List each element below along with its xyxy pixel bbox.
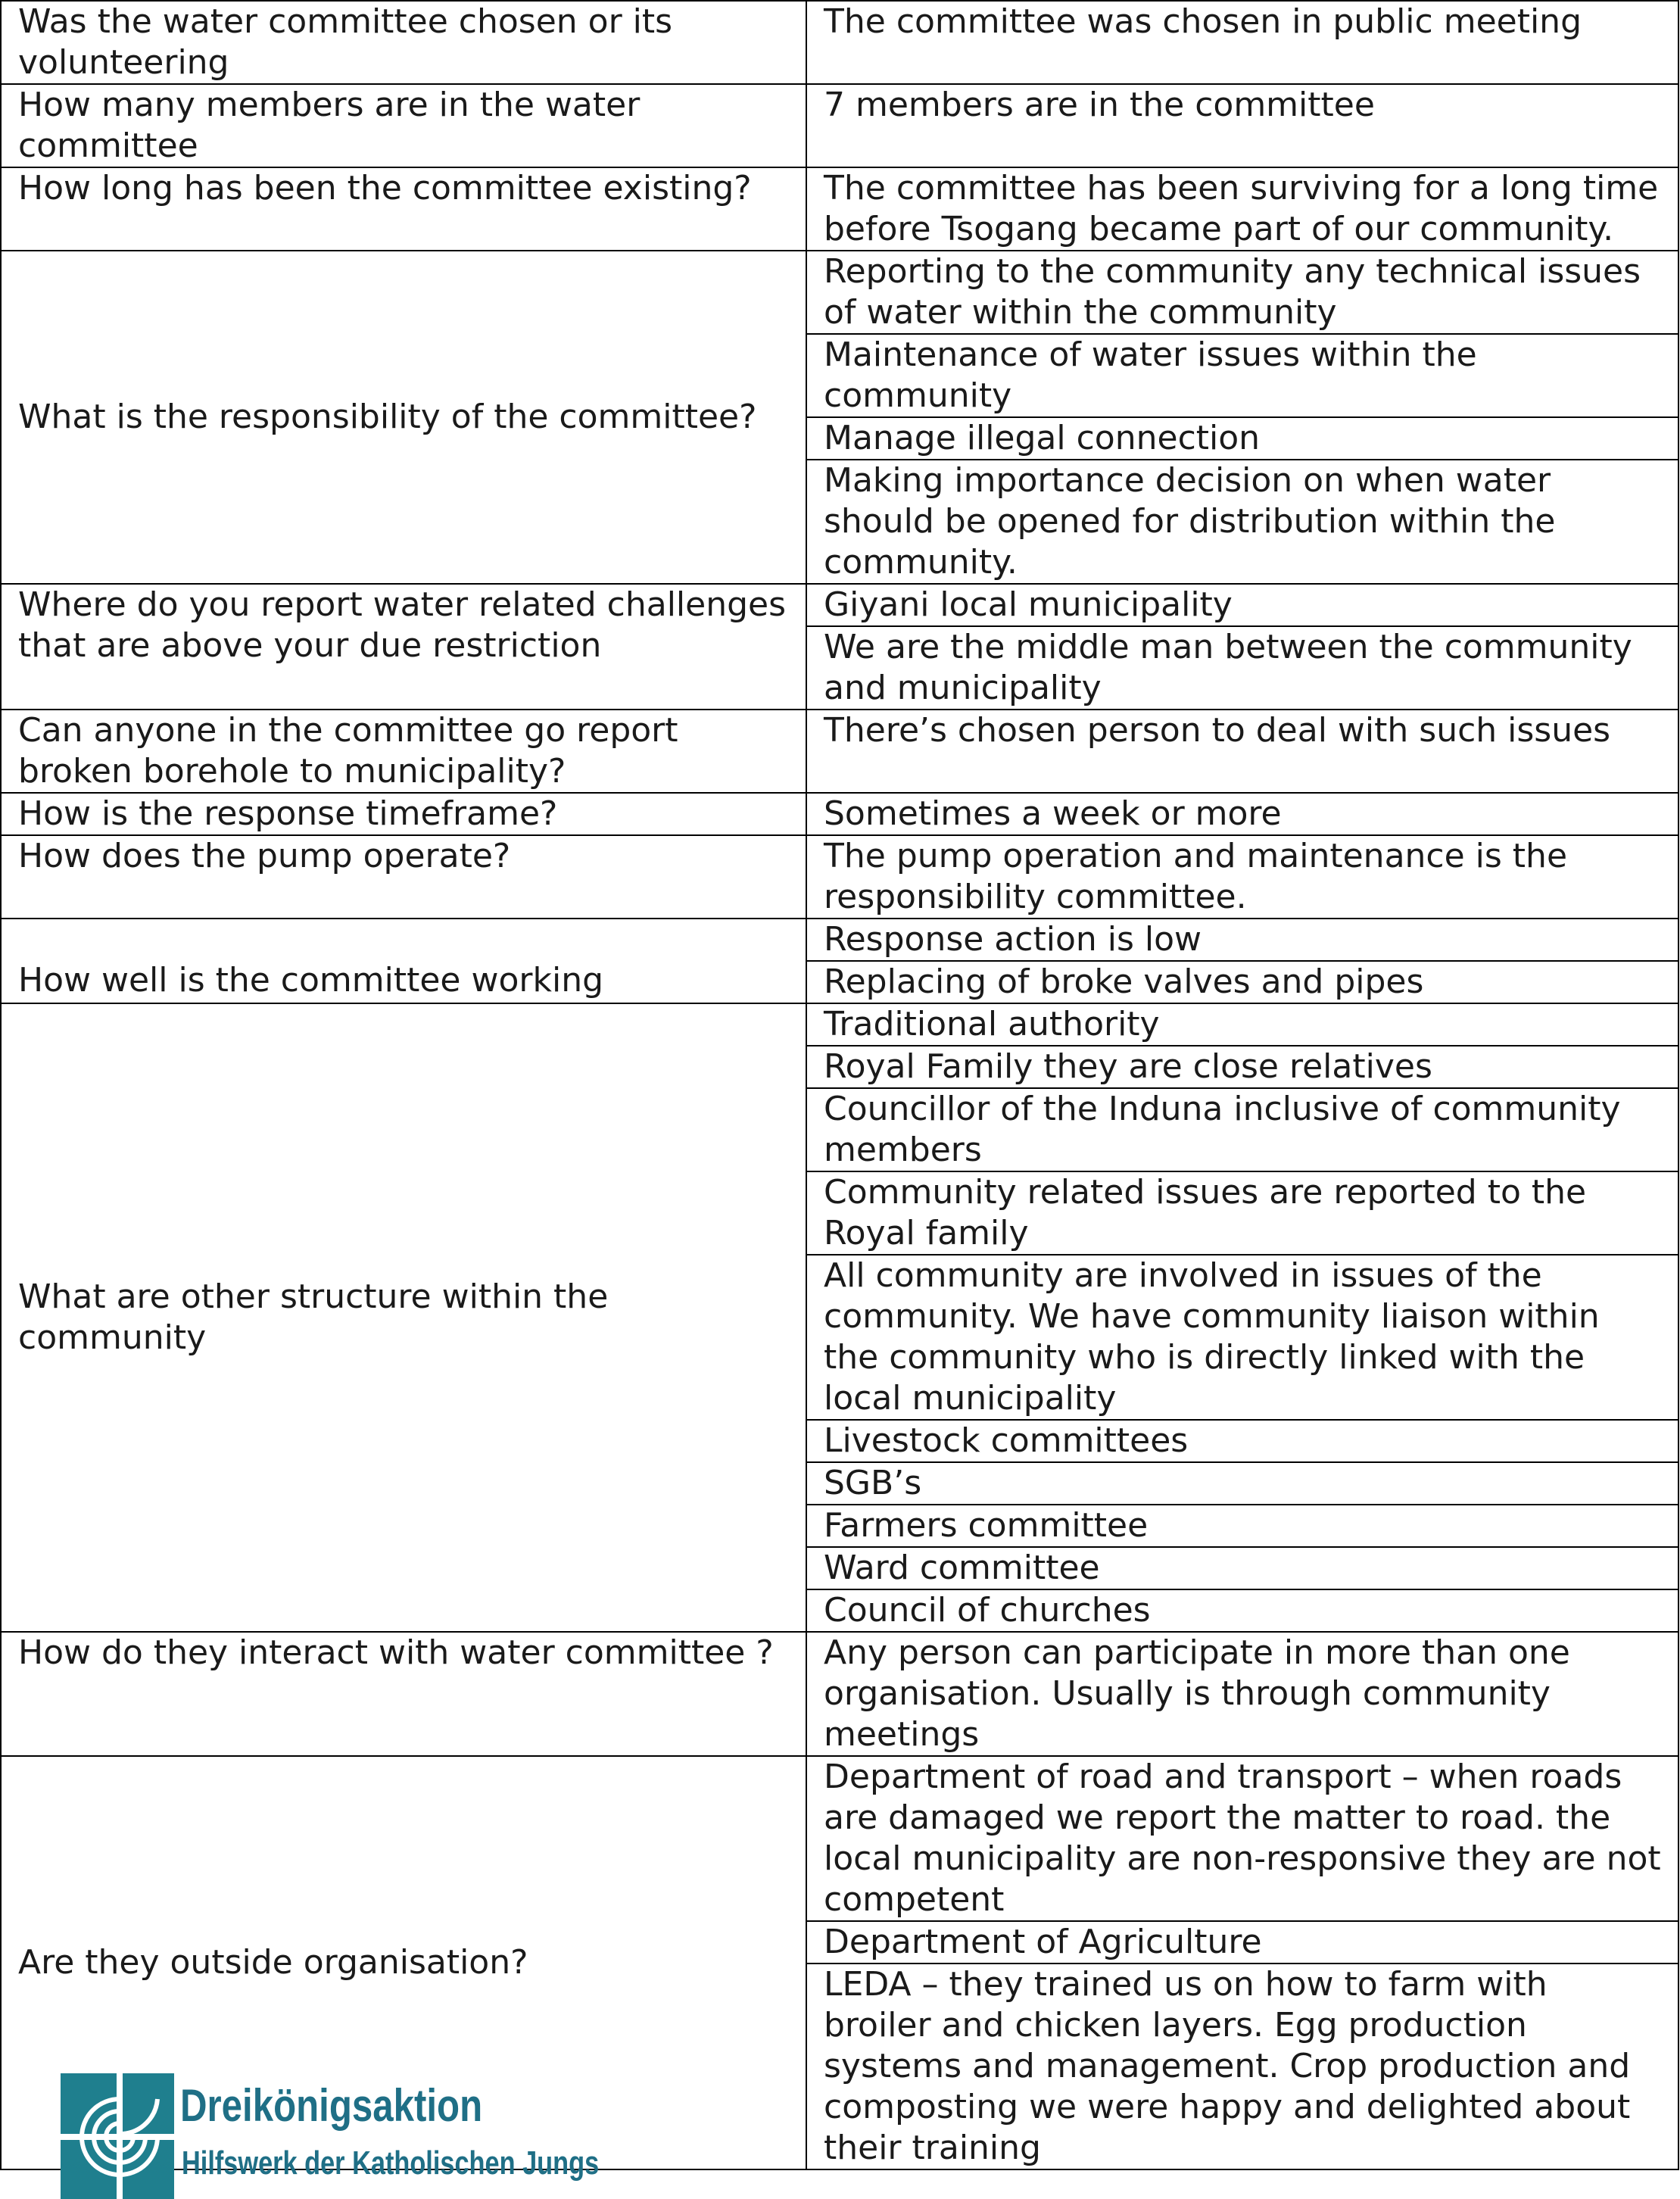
- answer-cell: Maintenance of water issues within the community: [806, 334, 1678, 417]
- answer-cell: Department of road and transport – when roads are damaged we report the matter to road. the local municipality are non-responsive they are not competent: [806, 1756, 1678, 1921]
- question-cell: What is the responsibility of the committee?: [1, 251, 806, 584]
- question-cell: Are they outside organisation?: [1, 1756, 806, 2169]
- table-row: [1, 1756, 1678, 1921]
- answer-cell: Ward committee: [806, 1547, 1678, 1589]
- table-row: [1, 919, 1678, 961]
- answer-cell: Reporting to the community any technical issues of water within the community: [806, 251, 1678, 334]
- table-row: [1, 251, 1678, 334]
- answer-cell: Giyani local municipality: [806, 584, 1678, 626]
- answer-cell: Replacing of broke valves and pipes: [806, 961, 1678, 1003]
- logo-subtitle: Hilfswerk der Katholischen Jungs: [182, 2144, 600, 2182]
- answer-cell: Manage illegal connection: [806, 417, 1678, 460]
- answer-cell: 7 members are in the committee: [806, 84, 1678, 167]
- answer-cell: The committee has been surviving for a long time before Tsogang became part of our community.: [806, 167, 1678, 251]
- answer-cell: Livestock committees: [806, 1420, 1678, 1462]
- answer-cell: Farmers committee: [806, 1505, 1678, 1547]
- question-cell: How does the pump operate?: [1, 835, 806, 919]
- table-row: [1, 710, 1678, 793]
- answer-cell: Any person can participate in more than one organisation. Usually is through community meetings: [806, 1632, 1678, 1756]
- table-row: [1, 167, 1678, 251]
- question-cell: How is the response timeframe?: [1, 793, 806, 835]
- crosshair-logo-icon: [61, 2073, 174, 2199]
- logo-brand-name: Dreikönigsaktion: [180, 2080, 483, 2131]
- answer-cell: We are the middle man between the community and municipality: [806, 626, 1678, 710]
- question-cell: How do they interact with water committee ?: [1, 1632, 806, 1756]
- question-cell: How many members are in the water committee: [1, 84, 806, 167]
- question-cell: Can anyone in the committee go report broken borehole to municipality?: [1, 710, 806, 793]
- table-row: [1, 1, 1678, 84]
- question-cell: How well is the committee working: [1, 919, 806, 1003]
- table-row: [1, 1003, 1678, 1046]
- table-row: [1, 793, 1678, 835]
- answer-cell: Councillor of the Induna inclusive of community members: [806, 1088, 1678, 1171]
- question-cell: What are other structure within the community: [1, 1003, 806, 1632]
- answer-cell: SGB’s: [806, 1462, 1678, 1505]
- answer-cell: Council of churches: [806, 1589, 1678, 1632]
- table-row: [1, 835, 1678, 919]
- answer-cell: The committee was chosen in public meeting: [806, 1, 1678, 84]
- table-row: [1, 584, 1678, 626]
- answer-cell: Making importance decision on when water should be opened for distribution within the community.: [806, 460, 1678, 584]
- answer-cell: Sometimes a week or more: [806, 793, 1678, 835]
- question-cell: How long has been the committee existing?: [1, 167, 806, 251]
- answer-cell: Department of Agriculture: [806, 1921, 1678, 1964]
- answer-cell: Response action is low: [806, 919, 1678, 961]
- table-row: [1, 84, 1678, 167]
- answer-cell: The pump operation and maintenance is the responsibility committee.: [806, 835, 1678, 919]
- question-cell: Was the water committee chosen or its volunteering: [1, 1, 806, 84]
- answer-cell: There’s chosen person to deal with such issues: [806, 710, 1678, 793]
- answer-cell: LEDA – they trained us on how to farm with broiler and chicken layers. Egg production systems and management. Crop production and composting we were happy and delighted about their training: [806, 1964, 1678, 2169]
- answer-cell: Traditional authority: [806, 1003, 1678, 1046]
- table-row: [1, 1632, 1678, 1756]
- answer-cell: Royal Family they are close relatives: [806, 1046, 1678, 1088]
- answer-cell: All community are involved in issues of the community. We have community liaison within the community who is directly linked with the local municipality: [806, 1255, 1678, 1420]
- organisation-logo: [61, 2073, 606, 2199]
- answer-cell: Community related issues are reported to the Royal family: [806, 1171, 1678, 1255]
- question-cell: Where do you report water related challenges that are above your due restriction: [1, 584, 806, 710]
